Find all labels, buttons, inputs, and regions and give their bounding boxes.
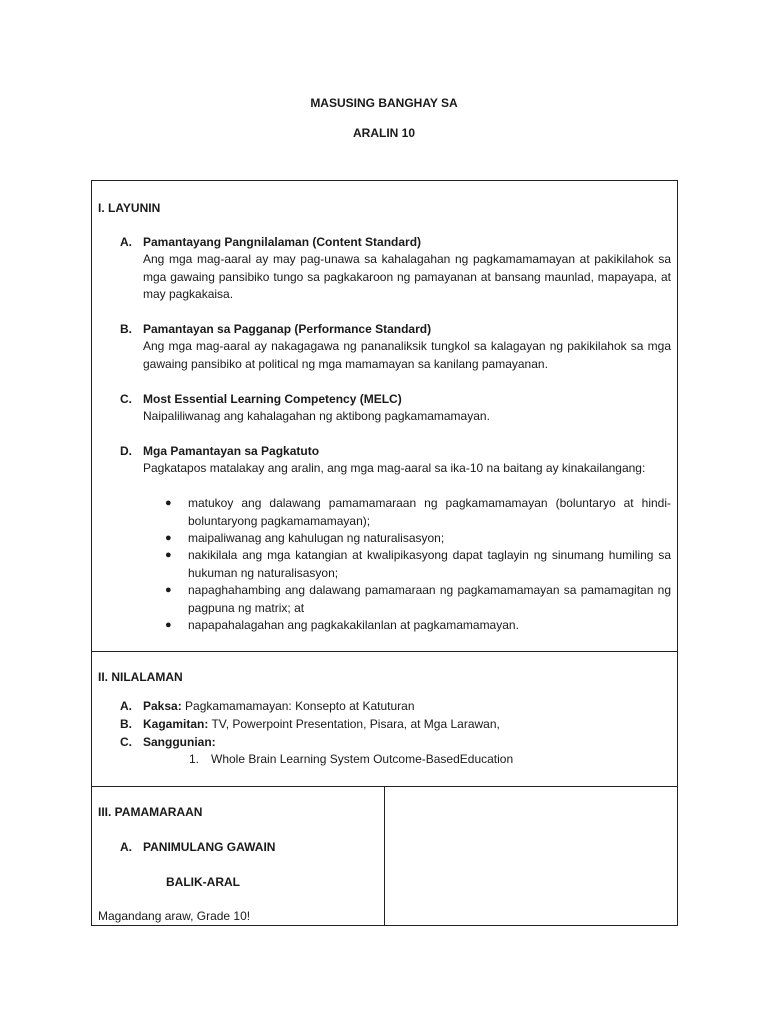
bullet-icon: ●	[165, 584, 172, 596]
performance-standard-title: Pamantayan sa Pagganap (Performance Standard)	[143, 322, 432, 336]
objective-item: napaghahambing ang dalawang pamamaraan ng pagkamamamayan sa pamamagitan ng pagpuna ng matrix; at	[188, 583, 671, 615]
item-c-letter: C.	[120, 392, 132, 406]
item-a-letter: A.	[120, 235, 132, 249]
kagamitan-value: TV, Powerpoint Presentation, Pisara, at Mga Larawan,	[208, 717, 500, 731]
objective-item: matukoy ang dalawang pamamamaraan ng pagkamamamayan (boluntaryo at hindi-boluntaryong pagkamamamayan);	[188, 496, 671, 528]
objective-item: maipaliwanag ang kahulugan ng naturalisasyon;	[188, 531, 445, 545]
bullet-icon: ●	[165, 532, 172, 544]
paksa-letter: A.	[120, 699, 132, 713]
learning-standards-title: Mga Pamantayan sa Pagkatuto	[143, 444, 320, 458]
greeting-text: Magandang araw, Grade 10!	[98, 909, 251, 923]
bullet-icon: ●	[165, 549, 172, 561]
paksa-line	[143, 698, 415, 716]
paksa-value: Pagkamamamayan: Konsepto at Katuturan	[181, 699, 415, 713]
learning-standards-text: Pagkatapos matalakay ang aralin, ang mga mag-aaral sa ika-10 na baitang ay kinakailangang:	[143, 461, 646, 475]
objective-item: napapahalagahan ang pagkakakilanlan at pagkamamamayan.	[188, 618, 519, 632]
paksa-label: Paksa:	[143, 699, 182, 713]
performance-standard-text: Ang mga mag-aaral ay nakagagawa ng pananaliksik tungkol sa kalagayan ng pakikilahok sa mga gawaing pansibiko at political ng mga mamamayan sa kanilang pamayanan.	[143, 339, 671, 371]
item-b-letter: B.	[120, 322, 132, 336]
kagamitan-line	[143, 716, 500, 734]
kagamitan-label: Kagamitan:	[143, 717, 209, 731]
melc-text: Naipaliliwanag ang kahalagahan ng aktibong pagkamamamayan.	[143, 409, 490, 423]
document-title: MASUSING BANGHAY SA	[310, 96, 458, 110]
sanggunian-label: Sanggunian:	[143, 735, 216, 749]
nilalaman-heading: II. NILALAMAN	[98, 670, 183, 684]
pamamaraan-heading: III. PAMAMARAAN	[98, 805, 203, 819]
section-pamamaraan	[91, 786, 385, 926]
bullet-icon: ●	[165, 497, 172, 509]
reference-text: Whole Brain Learning System Outcome-BasedEducation	[211, 752, 514, 766]
panimula-letter: A.	[120, 840, 132, 854]
sanggunian-letter: C.	[120, 735, 132, 749]
pamamaraan-right-cell	[384, 786, 678, 926]
melc-title: Most Essential Learning Competency (MELC)	[143, 392, 402, 406]
section-nilalaman	[91, 651, 678, 787]
section-layunin	[91, 180, 678, 652]
reference-number: 1.	[189, 752, 200, 766]
sanggunian-line	[143, 734, 216, 752]
bullet-icon: ●	[165, 619, 172, 631]
panimula-title: PANIMULANG GAWAIN	[143, 840, 276, 854]
content-standard-title: Pamantayang Pangnilalaman (Content Standard)	[143, 235, 422, 249]
item-d-letter: D.	[120, 444, 132, 458]
content-standard-text: Ang mga mag-aaral ay may pag-unawa sa kahalagahan ng pagkamamamayan at pakikilahok sa mga gawaing pansibiko tungo sa pagkakaroon ng pamayanan at bansang maunlad, mapayapa, at may pagkakaisa.	[143, 252, 671, 301]
balik-aral-label: BALIK-ARAL	[166, 875, 240, 889]
kagamitan-letter: B.	[120, 717, 132, 731]
document-subtitle: ARALIN 10	[352, 126, 415, 140]
objective-item: nakikilala ang mga katangian at kwalipikasyong dapat taglayin ng sinumang humiling sa hukuman ng naturalisasyon;	[188, 548, 671, 580]
layunin-heading: I. LAYUNIN	[98, 201, 161, 215]
